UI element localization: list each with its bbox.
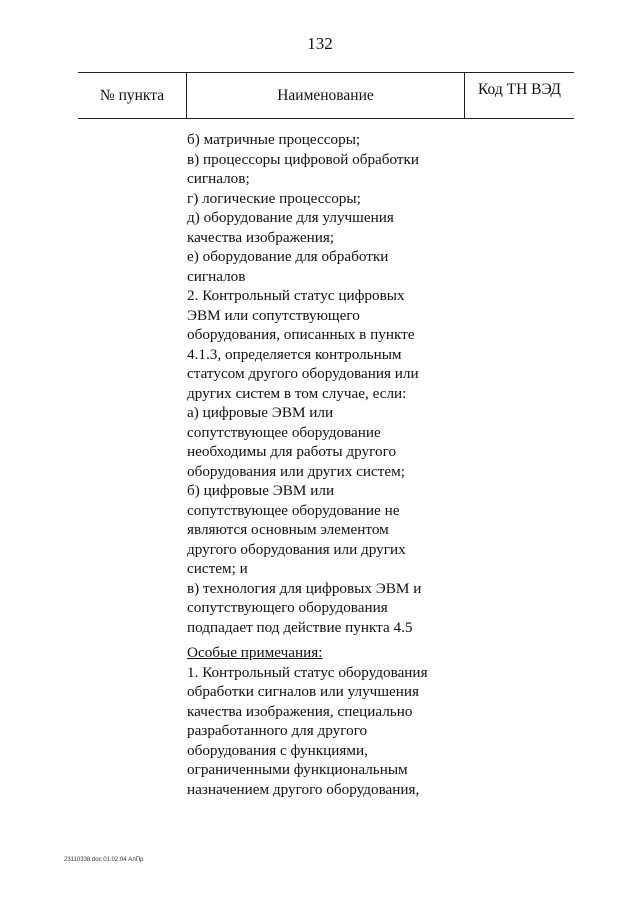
body-line: необходимы для работы другого (187, 443, 397, 460)
body-line: систем; и (187, 560, 248, 577)
body-line: подпадает под действие пункта 4.5 (187, 618, 413, 636)
table-header (78, 72, 574, 119)
body-line: сигналов; (187, 170, 250, 187)
header-col-name: Наименование (186, 73, 465, 118)
page-number: 132 (307, 34, 333, 53)
body-line: а) цифровые ЭВМ или (187, 404, 334, 421)
body-line: других систем в том случае, если: (187, 384, 407, 402)
body-line: оборудования, описанных в пункте (187, 326, 415, 343)
body-line: оборудования или других систем; (187, 462, 405, 480)
body-line: качества изображения; (187, 228, 335, 246)
body-line: статусом другого оборудования или (187, 365, 419, 382)
body-line: сопутствующего оборудования (187, 599, 388, 616)
body-line: ЭВМ или сопутствующего (187, 306, 360, 324)
header-col-number: № пункта (99, 86, 165, 104)
body-line: д) оборудование для улучшения (187, 209, 394, 226)
notes-line: назначением другого оборудования, (187, 780, 420, 798)
body-line: в) технология для цифровых ЭВМ и (187, 579, 422, 597)
body-line: е) оборудование для обработки (187, 248, 389, 265)
notes-line: 1. Контрольный статус оборудования (187, 663, 428, 681)
body-line: б) матричные процессоры; (187, 131, 361, 148)
notes-line: качества изображения, специально (187, 702, 413, 720)
header-col-code: Код ТН ВЭД (477, 81, 561, 98)
body-line: сигналов (187, 267, 246, 285)
body-line: в) процессоры цифровой обработки (187, 150, 420, 168)
notes-line: оборудования с функциями, (187, 741, 368, 759)
body-text (187, 130, 457, 637)
body-line: являются основным элементом (187, 521, 389, 538)
notes-text (187, 663, 457, 800)
notes-line: ограниченными функциональным (187, 761, 408, 778)
notes-line: обработки сигналов или улучшения (187, 683, 420, 700)
document-body (187, 130, 457, 799)
body-line: б) цифровые ЭВМ или (187, 482, 335, 499)
body-line: 2. Контрольный статус цифровых (187, 287, 405, 304)
footer-file-code: 23110338.doc 01.02.04 АлПр (64, 857, 144, 863)
notes-title: Особые примечания: (187, 644, 323, 661)
notes-line: разработанного для другого (187, 722, 368, 739)
body-line: г) логические процессоры; (187, 189, 361, 207)
body-line: 4.1.3, определяется контрольным (187, 345, 402, 363)
body-line: сопутствующее оборудование (187, 423, 381, 441)
body-line: другого оборудования или других (187, 540, 406, 558)
body-line: сопутствующее оборудование не (187, 501, 400, 519)
